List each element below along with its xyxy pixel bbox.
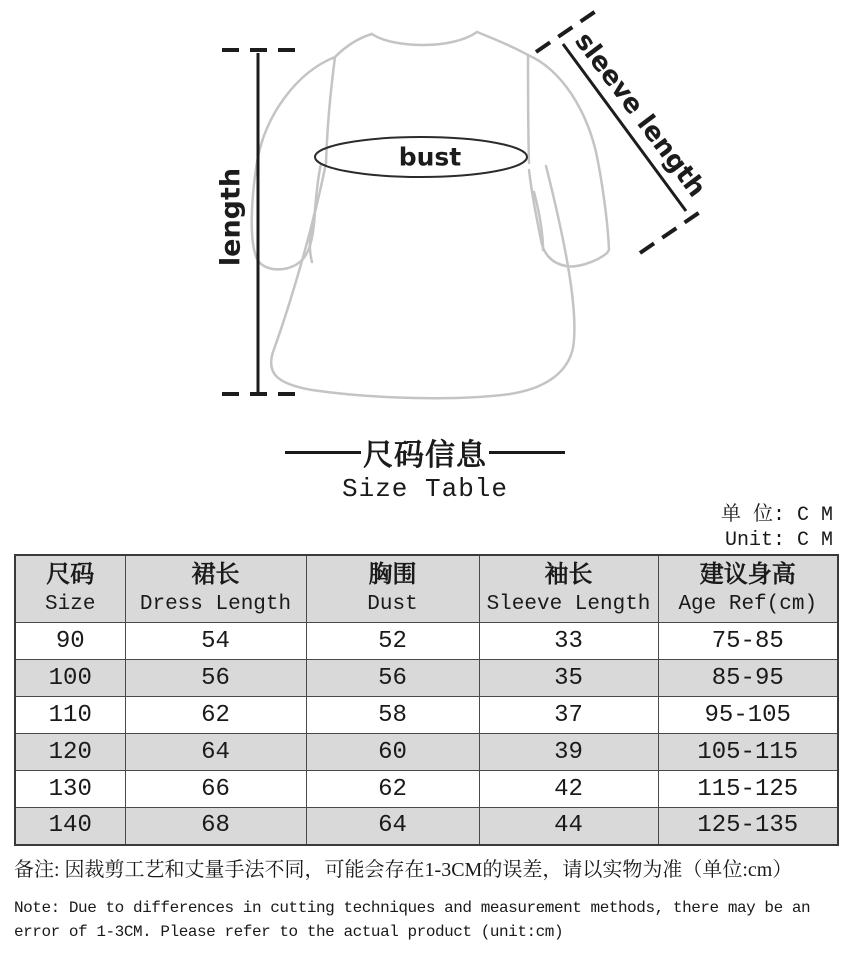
table-row [15, 734, 838, 771]
cell-dress-length: 68 [125, 808, 306, 845]
heading-rule-left [285, 451, 361, 454]
heading-title-en: Size Table [341, 474, 509, 504]
cell-bust: 58 [306, 697, 479, 734]
sleeve-length-measure [536, 11, 700, 253]
cell-size: 90 [15, 623, 125, 660]
table-row [15, 623, 838, 660]
cell-age-ref: 125-135 [658, 808, 838, 845]
bust-label: bust [398, 142, 462, 172]
unit-line-en: Unit: C M [724, 529, 833, 552]
note-en-line1: Note: Due to differences in cutting techniques and measurement methods, there may be an [14, 899, 811, 917]
column-header-size: 尺码 Size [15, 555, 125, 623]
table-row [15, 771, 838, 808]
heading-title-zh: 尺码信息 [363, 439, 487, 472]
cell-bust: 62 [306, 771, 479, 808]
column-header-sleeve-length: 袖长 Sleeve Length [479, 555, 658, 623]
length-label: length [215, 167, 247, 267]
cell-sleeve-length: 44 [479, 808, 658, 845]
cell-dress-length: 62 [125, 697, 306, 734]
cell-size: 140 [15, 808, 125, 845]
cell-bust: 52 [306, 623, 479, 660]
cell-bust: 64 [306, 808, 479, 845]
cell-size: 120 [15, 734, 125, 771]
cell-age-ref: 115-125 [658, 771, 838, 808]
cell-sleeve-length: 37 [479, 697, 658, 734]
table-row [15, 808, 838, 845]
cell-age-ref: 75-85 [658, 623, 838, 660]
size-table [14, 554, 839, 846]
column-header-bust: 胸围 Dust [306, 555, 479, 623]
cell-sleeve-length: 39 [479, 734, 658, 771]
cell-age-ref: 95-105 [658, 697, 838, 734]
column-header-age-ref: 建议身高 Age Ref(cm) [658, 555, 838, 623]
dress-measurement-diagram [0, 0, 850, 425]
cell-sleeve-length: 33 [479, 623, 658, 660]
cell-sleeve-length: 42 [479, 771, 658, 808]
cell-dress-length: 64 [125, 734, 306, 771]
sleeve-length-label: sleeve length [568, 26, 712, 204]
section-heading [0, 430, 850, 474]
cell-size: 100 [15, 660, 125, 697]
size-table-header-row [15, 555, 838, 623]
note-en-line2: error of 1-3CM. Please refer to the actual product (unit:cm) [14, 923, 564, 941]
cell-dress-length: 54 [125, 623, 306, 660]
column-header-dress-length: 裙长 Dress Length [125, 555, 306, 623]
cell-size: 130 [15, 771, 125, 808]
cell-sleeve-length: 35 [479, 660, 658, 697]
dress-outline [252, 32, 609, 398]
table-row [15, 697, 838, 734]
unit-line-zh: 单 位: C M [720, 504, 833, 527]
cell-size: 110 [15, 697, 125, 734]
cell-dress-length: 56 [125, 660, 306, 697]
cell-age-ref: 105-115 [658, 734, 838, 771]
cell-age-ref: 85-95 [658, 660, 838, 697]
cell-bust: 60 [306, 734, 479, 771]
cell-dress-length: 66 [125, 771, 306, 808]
cell-bust: 56 [306, 660, 479, 697]
notes-block [14, 857, 838, 944]
table-row [15, 660, 838, 697]
heading-rule-right [489, 451, 565, 454]
note-zh: 备注: 因裁剪工艺和丈量手法不同，可能会存在1-3CM的误差，请以实物为准（单位:cm） [14, 859, 793, 881]
unit-block [721, 503, 833, 553]
